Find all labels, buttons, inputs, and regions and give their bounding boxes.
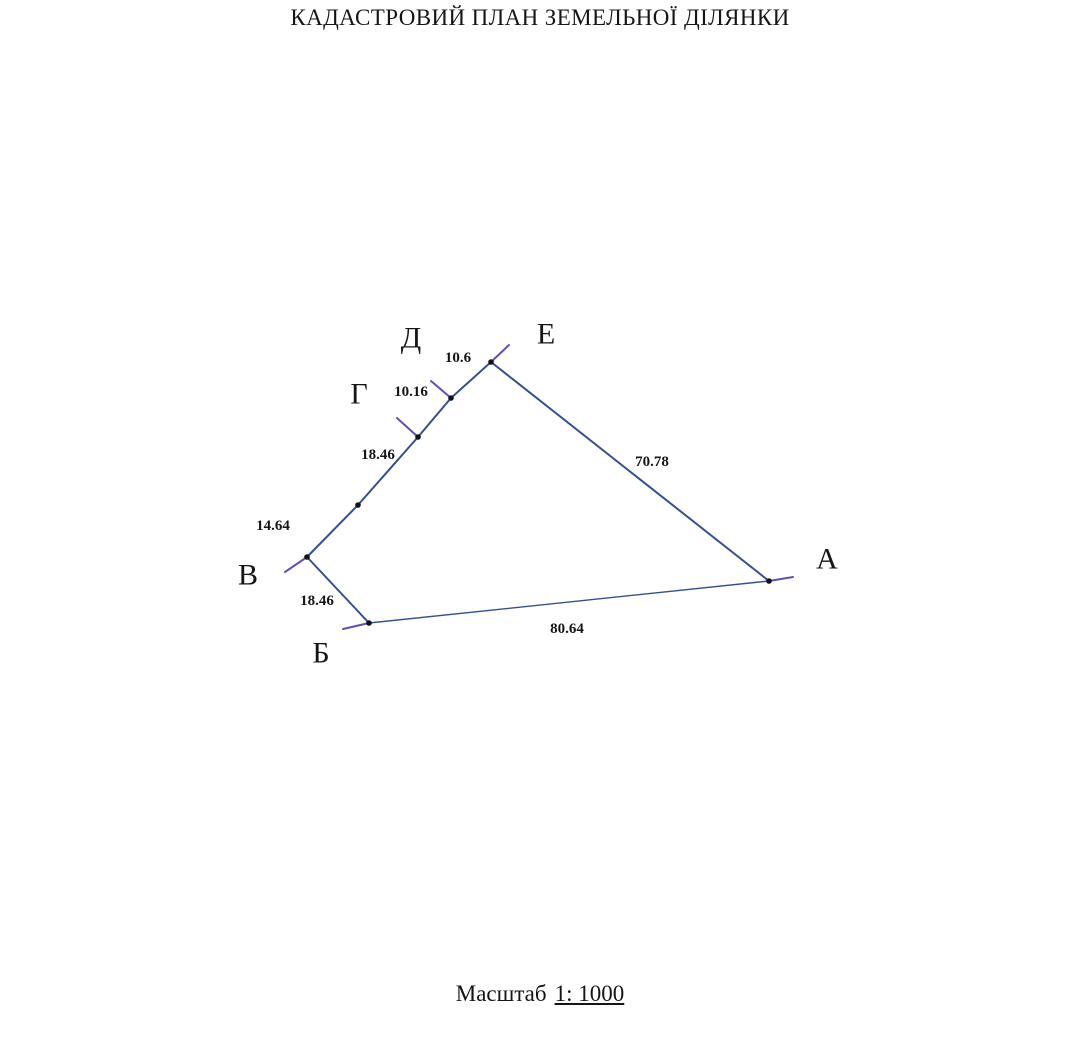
measurement-label-A-B: 80.64 bbox=[550, 621, 584, 637]
vertex-dot-A bbox=[766, 578, 772, 584]
vertex-label-A: А bbox=[816, 542, 838, 576]
boundary-tick-V bbox=[285, 557, 307, 572]
boundary-tick-E bbox=[491, 345, 509, 362]
measurement-label-G-D: 10.16 bbox=[394, 384, 428, 400]
vertex-label-V: В bbox=[237, 558, 259, 592]
measurement-label-D-E: 10.6 bbox=[444, 350, 472, 366]
boundary-tick-D bbox=[431, 381, 451, 398]
vertex-dot-D bbox=[448, 395, 454, 401]
boundary-segment-B-V bbox=[307, 557, 369, 623]
boundary-segment-E-A bbox=[491, 362, 769, 581]
vertex-label-E: Е bbox=[536, 317, 556, 351]
vertex-dot-G bbox=[415, 434, 421, 440]
vertex-label-G: Г bbox=[350, 377, 368, 411]
boundary-tick-A bbox=[769, 577, 793, 581]
boundary-tick-B bbox=[343, 623, 369, 629]
vertex-label-B: Б bbox=[312, 636, 330, 670]
scale-value: 1: 1000 bbox=[554, 981, 625, 1006]
measurement-label-P1-G: 18.46 bbox=[361, 447, 395, 463]
vertex-dot-V bbox=[304, 554, 310, 560]
scale-label bbox=[0, 981, 1080, 1007]
scale-prefix: Масштаб bbox=[455, 981, 547, 1006]
boundary-segment-D-E bbox=[451, 362, 491, 398]
vertex-dot-B bbox=[366, 620, 372, 626]
boundary-segment-A-B bbox=[369, 581, 769, 623]
measurement-label-E-A: 70.78 bbox=[635, 454, 669, 470]
boundary-segment-V-P1 bbox=[307, 505, 358, 557]
measurement-label-V-P1: 14.64 bbox=[256, 518, 290, 534]
boundary-segment-G-D bbox=[418, 398, 451, 437]
boundary-tick-G bbox=[397, 418, 418, 437]
page-title: КАДАСТРОВИЙ ПЛАН ЗЕМЕЛЬНОЇ ДІЛЯНКИ bbox=[290, 5, 790, 30]
measurement-label-B-V: 18.46 bbox=[300, 593, 334, 609]
vertex-dot-E bbox=[488, 359, 494, 365]
vertex-dot-P1 bbox=[355, 502, 361, 508]
vertex-label-D: Д bbox=[400, 321, 422, 355]
